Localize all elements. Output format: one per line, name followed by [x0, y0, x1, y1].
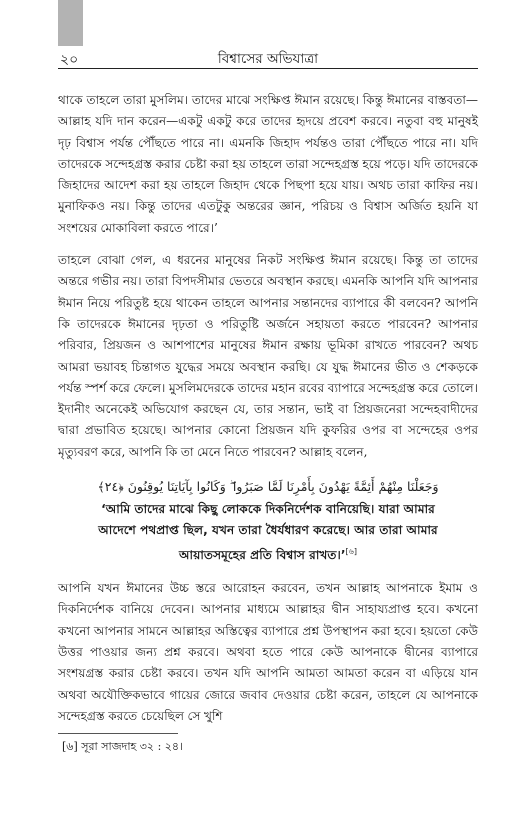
page-tab-marker — [58, 0, 83, 46]
verse-translation-line-3-text: আয়াতসমূহের প্রতি বিশ্বাস রাখত।’ — [179, 548, 346, 563]
footnote-divider — [58, 733, 178, 734]
paragraph-3: আপনি যখন ঈমানের উচ্চ স্তরে আরোহন করবেন, তখন আল্লাহ আপনাকে ইমাম ও দিকনির্দেশক বানিয়ে দেবেন। আপনার মাধ্যমে আল্লাহর দ্বীন সাহায্যপ্রাপ্ত হবে। কখনো কখনো আপনার সামনে আল্লাহর অস্তিত্বের ব্যাপারে প্রশ্ন উপস্থাপন করা হবে। হয়তো কেউ উত্তর পাওয়ার জন্য প্রশ্ন করবে। অথবা হতে পারে কেউ আপনাকে দ্বীনের ব্যাপারে সংশয়গ্রস্ত করার চেষ্টা করবে। তখন যদি আপনি আমতা আমতা করেন বা এড়িয়ে যান অথবা অযৌক্তিকভাবে গায়ের জোরে জবাব দেওয়ার চেষ্টা করেন, তাহলে যে আপনাকে সন্দেহগ্রস্ত করতে চেয়েছিল সে খুশি — [58, 581, 478, 723]
arabic-verse: وَجَعَلْنَا مِنْهُمْ أَئِمَّةً يَهْدُونَ بِأَمْرِنَا لَمَّا صَبَرُوا ۖ وَكَانُوا بِآيَاتِنَا يُوقِنُونَ ﴿٢٤﴾ — [97, 479, 439, 495]
paragraph-1: থাকে তাহলে তারা মুসলিম। তাদের মাঝে সংক্ষিপ্ত ঈমান রয়েছে। কিন্তু ঈমানের বাস্তবতা—আল্লাহ যদি দান করেন—একটু একটু করে তাদের হৃদয়ে প্রবেশ করবে। নতুবা বহু মানুষই দৃঢ় বিশ্বাস পর্যন্ত পৌঁছতে পারে না। এমনকি জিহাদ পর্যন্তও তারা পৌঁছতে পারে না। যদি তাদেরকে সন্দেহগ্রস্ত করার চেষ্টা করা হয় তাহলে তারা সন্দেহগ্রস্ত হয়ে পড়ে। যদি তাদেরকে জিহাদের আদেশ করা হয় তাহলে জিহাদ থেকে পিছপা হয়ে যায়। অথচ তারা কাফির নয়। মুনাফিকও নয়। কিন্তু তাদের এতটুকু অন্তরের জ্ঞান, পরিচয় ও বিশ্বাস অর্জিত হয়নি যা সংশয়ের মোকাবিলা করতে পারে।’ — [58, 93, 478, 235]
verse-translation-line-3 — [58, 541, 478, 566]
page-header — [58, 46, 478, 69]
footnote-reference: [৬] — [345, 547, 357, 557]
verse-translation-line-2: আদেশে পথপ্রাপ্ত ছিল, যখন তারা ধৈর্যধারণ করেছে। আর তারা আমার — [98, 523, 438, 538]
page-body — [58, 90, 478, 727]
page-number: ২০ — [60, 52, 79, 68]
paragraph-2: তাহলে বোঝা গেল, এ ধরনের মানুষের নিকট সংক্ষিপ্ত ঈমান রয়েছে। কিন্তু তা তাদের অন্তরে গভীর নয়। তারা বিপদসীমার ভেতরে অবস্থান করছে। এমনকি আপনি যদি আপনার ঈমান নিয়ে পরিতুষ্ট হয়ে থাকেন তাহলে আপনার সন্তানদের ব্যাপারে কী বলবেন? আপনি কি তাদেরকে ঈমানের দৃঢ়তা ও পরিতুষ্টি অর্জনে সহায়তা করতে পারবেন? আপনার পরিবার, প্রিয়জন ও আশপাশের মানুষের ঈমান রক্ষায় ভূমিকা রাখতে পারবেন? অথচ আমরা ভয়াবহ চিন্তাগত যুদ্ধের সময়ে অবস্থান করছি। যে যুদ্ধ ঈমানের ভীত ও শেকড়কে পর্যন্ত স্পর্শ করে ফেলে। মুসলিমদেরকে তাদের মহান রবের ব্যাপারে সন্দেহগ্রস্ত করে তোলে। ইদানীং অনেকেই অভিযোগ করছেন যে, তার সন্তান, ভাই বা প্রিয়জনেরা সন্দেহবাদীদের দ্বারা প্রভাবিত হয়েছে। আপনার কোনো প্রিয়জন যদি কুফরির ওপর বা সন্দেহের ওপর মৃত্যুবরণ করে, আপনি কি তা মেনে নিতে পারবেন? আল্লাহ বলেন, — [58, 253, 478, 459]
verse-translation-line-1: ‘আমি তাদের মাঝে কিছু লোককে দিকনির্দেশক বানিয়েছি। যারা আমার — [101, 502, 435, 517]
running-title: বিশ্বাসের অভিযাত্রা — [217, 51, 319, 67]
footnote: [৬] সূরা সাজদাহ ৩২ : ২৪। — [62, 740, 184, 753]
verse-translation — [58, 499, 478, 566]
